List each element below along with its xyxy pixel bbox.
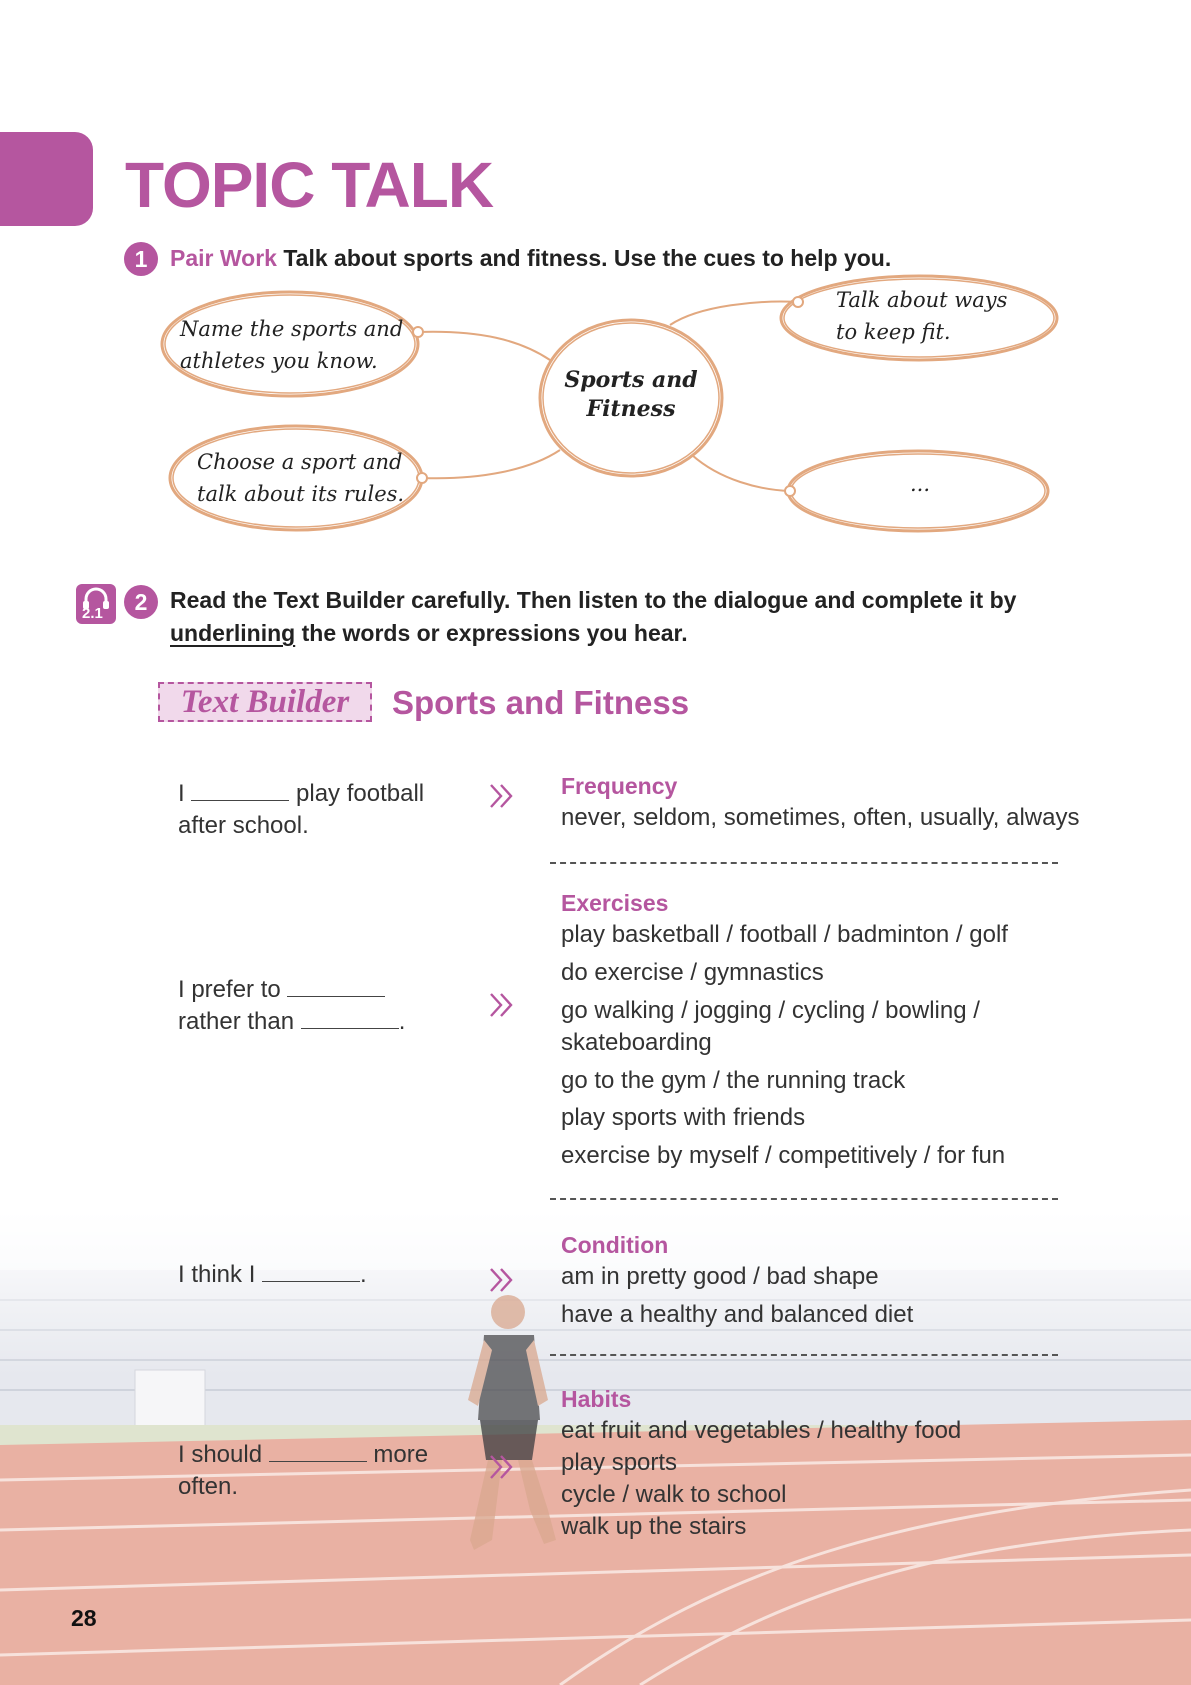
category-habits: Habits	[561, 1386, 632, 1412]
bubble-top-left-text: Name the sports and athletes you know.	[180, 317, 404, 373]
list-item: exercise by myself / competitively / for fun	[561, 1142, 1006, 1169]
list-item: cycle / walk to school	[561, 1481, 787, 1508]
row-frequency-sentence: I play football after school.	[178, 780, 425, 839]
category-condition: Condition	[561, 1232, 669, 1258]
underlining-word: underlining	[170, 620, 296, 646]
dashed-divider	[550, 1354, 1058, 1356]
list-item: have a healthy and balanced diet	[561, 1301, 914, 1328]
list-item: go walking / jogging / cycling / bowling /	[561, 997, 980, 1024]
list-item: am in pretty good / bad shape	[561, 1263, 879, 1290]
bubble-bottom-left-text: Choose a sport and talk about its rules.	[197, 450, 405, 506]
dashed-divider	[550, 1198, 1058, 1200]
list-item: play basketball / football / badminton / golf	[561, 921, 1008, 948]
list-item: play sports with friends	[561, 1104, 806, 1131]
list-item: never, seldom, sometimes, often, usually, always	[561, 804, 1080, 831]
category-exercises: Exercises	[561, 890, 669, 916]
list-item: do exercise / gymnastics	[561, 959, 824, 986]
row-exercises-sentence: I prefer to rather than .	[178, 976, 406, 1035]
chevron-right-icon	[487, 990, 517, 1020]
mind-map	[0, 270, 1191, 540]
page-tab	[0, 132, 93, 226]
activity-1-number: 1	[124, 242, 158, 276]
audio-track-number: 2.1	[82, 605, 103, 622]
answer-blank[interactable]	[301, 1006, 399, 1029]
row-habits-sentence: I should more often.	[178, 1441, 429, 1500]
bubble-center-text: Sports and Fitness	[564, 367, 698, 422]
list-item: skateboarding	[561, 1029, 712, 1056]
pair-work-label: Pair Work	[170, 245, 277, 271]
activity-1-text: Talk about sports and fitness. Use the cues to help you.	[283, 245, 892, 271]
activity-2-line-1: Read the Text Builder carefully. Then listen to the dialogue and complete it by	[170, 587, 1017, 613]
list-item: go to the gym / the running track	[561, 1067, 906, 1094]
chevron-right-icon	[487, 781, 517, 811]
list-item: eat fruit and vegetables / healthy food	[561, 1417, 962, 1444]
answer-blank[interactable]	[287, 974, 385, 997]
text-builder-label: Text Builder	[158, 682, 372, 722]
dashed-divider	[550, 862, 1058, 864]
list-item: play sports	[561, 1449, 678, 1476]
answer-blank[interactable]	[262, 1259, 360, 1282]
activity-2-number: 2	[124, 585, 158, 619]
chevron-right-icon	[487, 1265, 517, 1295]
chevron-right-icon	[487, 1452, 517, 1482]
text-builder-title: Sports and Fitness	[392, 684, 690, 721]
page-title: TOPIC TALK	[125, 149, 494, 221]
bubble-bottom-right-text: ...	[910, 472, 931, 496]
activity-2-line-2: the words or expressions you hear.	[295, 620, 688, 646]
answer-blank[interactable]	[269, 1439, 367, 1462]
category-frequency: Frequency	[561, 773, 678, 799]
answer-blank[interactable]	[191, 778, 289, 801]
activity-2-instruction	[170, 584, 1070, 650]
audio-track-badge[interactable]	[76, 584, 116, 624]
row-condition-sentence: I think I .	[178, 1261, 367, 1288]
bubble-top-right-text: Talk about ways to keep fit.	[836, 288, 1008, 344]
list-item: walk up the stairs	[561, 1513, 747, 1540]
page-number: 28	[71, 1605, 97, 1631]
